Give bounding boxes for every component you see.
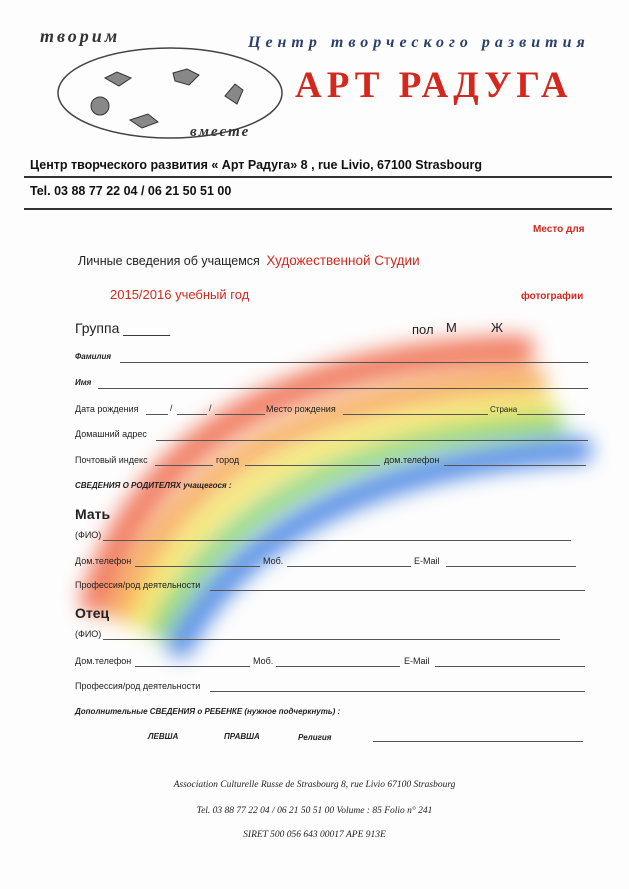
mother-profession-label: Профессия/род деятельности (75, 580, 201, 590)
parents-header: СВЕДЕНИЯ О РОДИТЕЛЯХ учащегося : (75, 481, 232, 490)
footer-siret: SIRET 500 056 643 00017 APE 913E (243, 830, 386, 840)
mother-heading: Мать (75, 506, 111, 522)
school-year: 2015/2016 учебный год (110, 287, 250, 302)
form-title-prefix: Личные сведения об учащемся (78, 254, 260, 268)
father-fio-label: (ФИО) (75, 629, 102, 639)
left-handed-option[interactable]: ЛЕВША (148, 732, 179, 741)
form-title (78, 253, 420, 268)
date-separator: / (209, 403, 212, 413)
mother-home-phone-field[interactable] (135, 566, 260, 567)
address-line: Центр творческого развития « Арт Радуга» 8 , rue Livio, 67100 Strasbourg (30, 158, 482, 172)
father-email-field[interactable] (435, 666, 585, 667)
name-field[interactable] (98, 388, 588, 389)
group-label (75, 320, 170, 336)
father-fio-field[interactable] (103, 639, 560, 640)
birth-date-label: Дата рождения (75, 404, 139, 414)
city-label: город (216, 455, 240, 465)
right-handed-option[interactable]: ПРАВША (224, 732, 260, 741)
country-field[interactable] (517, 414, 585, 415)
home-address-label: Домашний адрес (75, 429, 147, 439)
center-title: Центр творческого развития (248, 34, 590, 51)
father-mobile-label: Моб. (253, 656, 274, 666)
sex-f-option[interactable]: Ж (491, 320, 504, 335)
birth-year-field[interactable] (215, 414, 265, 415)
birth-month-field[interactable] (177, 414, 207, 415)
home-phone-inline-label: дом.телефон (384, 455, 440, 465)
mother-fio-field[interactable] (103, 540, 571, 541)
footer-association: Association Culturelle Russe de Strasbourg 8, rue Livio 67100 Strasbourg (173, 780, 456, 790)
religion-field[interactable] (373, 741, 583, 742)
logo-bottom-text: вместе (190, 124, 251, 140)
country-label: Страна (490, 405, 518, 414)
sex-label: пол (412, 322, 434, 337)
postal-code-label: Почтовый индекс (75, 455, 148, 465)
photo-placeholder-line2: фотографии (521, 291, 584, 302)
form-title-studio: Художественной Студии (266, 253, 420, 268)
photo-placeholder-line1: Место для (533, 224, 585, 235)
logo-top-text: творим (40, 26, 121, 46)
birth-day-field[interactable] (146, 414, 168, 415)
date-separator: / (170, 403, 173, 413)
group-label-text: Группа (75, 320, 120, 336)
father-home-phone-label: Дом.телефон (75, 656, 132, 666)
group-blank: ______ (123, 320, 170, 336)
surname-label: Фамилия (75, 352, 112, 361)
mother-fio-label: (ФИО) (75, 530, 102, 540)
name-label: Имя (75, 378, 92, 387)
surname-field[interactable] (120, 362, 588, 363)
divider (24, 208, 612, 210)
birth-place-label: Место рождения (266, 404, 336, 414)
logo-palette (55, 38, 295, 148)
footer-phone: Tel. 03 88 77 22 04 / 06 21 50 51 00 Volume : 85 Folio n° 241 (196, 806, 433, 816)
home-phone-inline-field[interactable] (444, 465, 586, 466)
mother-profession-field[interactable] (210, 590, 585, 591)
additional-header: Дополнительные СВЕДЕНИЯ о РЕБЕНКЕ (нужное подчеркнуть) : (75, 707, 341, 716)
mother-home-phone-label: Дом.телефон (75, 556, 132, 566)
home-address-field[interactable] (156, 440, 588, 441)
mother-mobile-field[interactable] (287, 566, 411, 567)
city-field[interactable] (245, 465, 380, 466)
mother-email-label: E-Mail (414, 556, 440, 566)
father-heading: Отец (75, 605, 110, 621)
father-email-label: E-Mail (404, 656, 430, 666)
father-profession-label: Профессия/род деятельности (75, 681, 201, 691)
birth-place-field[interactable] (343, 414, 488, 415)
father-mobile-field[interactable] (276, 666, 400, 667)
postal-code-field[interactable] (155, 465, 213, 466)
sex-m-option[interactable]: М (446, 320, 457, 335)
mother-email-field[interactable] (446, 566, 576, 567)
religion-label: Религия (298, 733, 332, 742)
father-home-phone-field[interactable] (135, 666, 250, 667)
divider (24, 176, 612, 178)
brand-title: АРТ РАДУГА (295, 65, 573, 106)
mother-mobile-label: Моб. (263, 556, 284, 566)
father-profession-field[interactable] (210, 691, 585, 692)
phone-line: Tel. 03 88 77 22 04 / 06 21 50 51 00 (30, 184, 232, 198)
